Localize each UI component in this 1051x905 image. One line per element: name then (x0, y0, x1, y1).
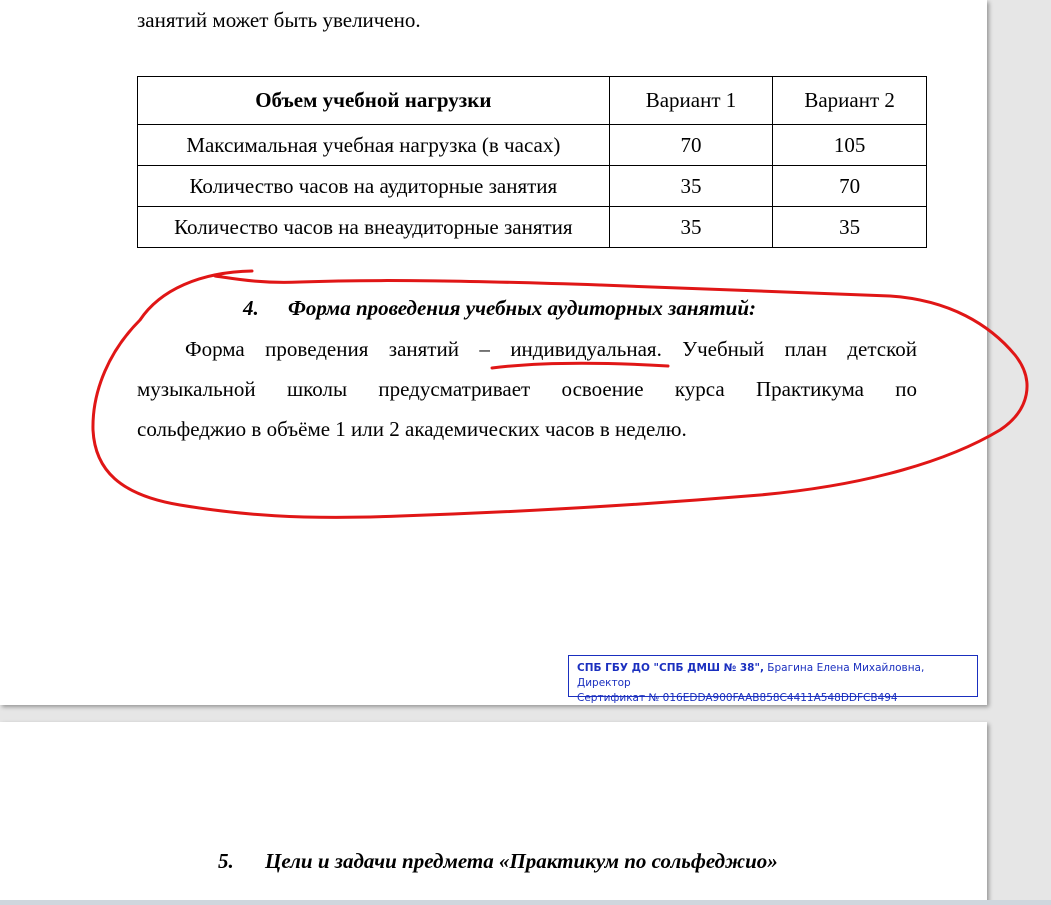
table-cell: 35 (609, 207, 773, 248)
section-number: 5. (218, 849, 234, 873)
table-header: Объем учебной нагрузки (138, 77, 610, 125)
section-title: Форма проведения учебных аудиторных занятий: (288, 296, 757, 320)
top-text: занятий может быть увеличено. (137, 8, 421, 32)
table-cell: 70 (609, 125, 773, 166)
table-cell: Максимальная учебная нагрузка (в часах) (138, 125, 610, 166)
table-row (138, 166, 927, 207)
stamp-person: Брагина Елена Михайловна, Директор (577, 662, 925, 689)
table-cell: 35 (609, 166, 773, 207)
paragraph-text: . Учебный план детской (656, 337, 918, 361)
paragraph-text: Форма проведения занятий – (185, 337, 511, 361)
section-number: 4. (243, 296, 259, 320)
highlighted-word: индивидуальная (510, 337, 657, 361)
table-cell: 35 (773, 207, 927, 248)
table-cell: 105 (773, 125, 927, 166)
paragraph-line: сольфеджио в объёме 1 или 2 академических часов в неделю. (137, 417, 687, 441)
section-4-paragraph (137, 329, 917, 449)
table-cell: 70 (773, 166, 927, 207)
study-load-table (137, 76, 927, 248)
stamp-org: СПБ ГБУ ДО "СПБ ДМШ № 38", (577, 662, 764, 674)
stamp-certificate: Сертификат № 016EDDA900FAAB858C4411A548DDFCB494 (577, 692, 898, 704)
paragraph-line: музыкальной школы предусматривает освоение курса Практикума по (137, 377, 917, 401)
table-header: Вариант 1 (609, 77, 773, 125)
document-page-2 (0, 722, 987, 905)
stamp-line (577, 661, 977, 691)
table-row (138, 125, 927, 166)
table-cell: Количество часов на внеаудиторные занятия (138, 207, 610, 248)
section-5-heading (218, 849, 778, 874)
table-header-row (138, 77, 927, 125)
digital-signature-stamp (568, 655, 978, 704)
section-title: Цели и задачи предмета «Практикум по сольфеджио» (265, 849, 778, 873)
table-row (138, 207, 927, 248)
table-cell: Количество часов на аудиторные занятия (138, 166, 610, 207)
paragraph-line (137, 329, 917, 369)
section-4-heading (243, 296, 756, 321)
table-header: Вариант 2 (773, 77, 927, 125)
viewer-bottom-bar (0, 900, 1051, 905)
